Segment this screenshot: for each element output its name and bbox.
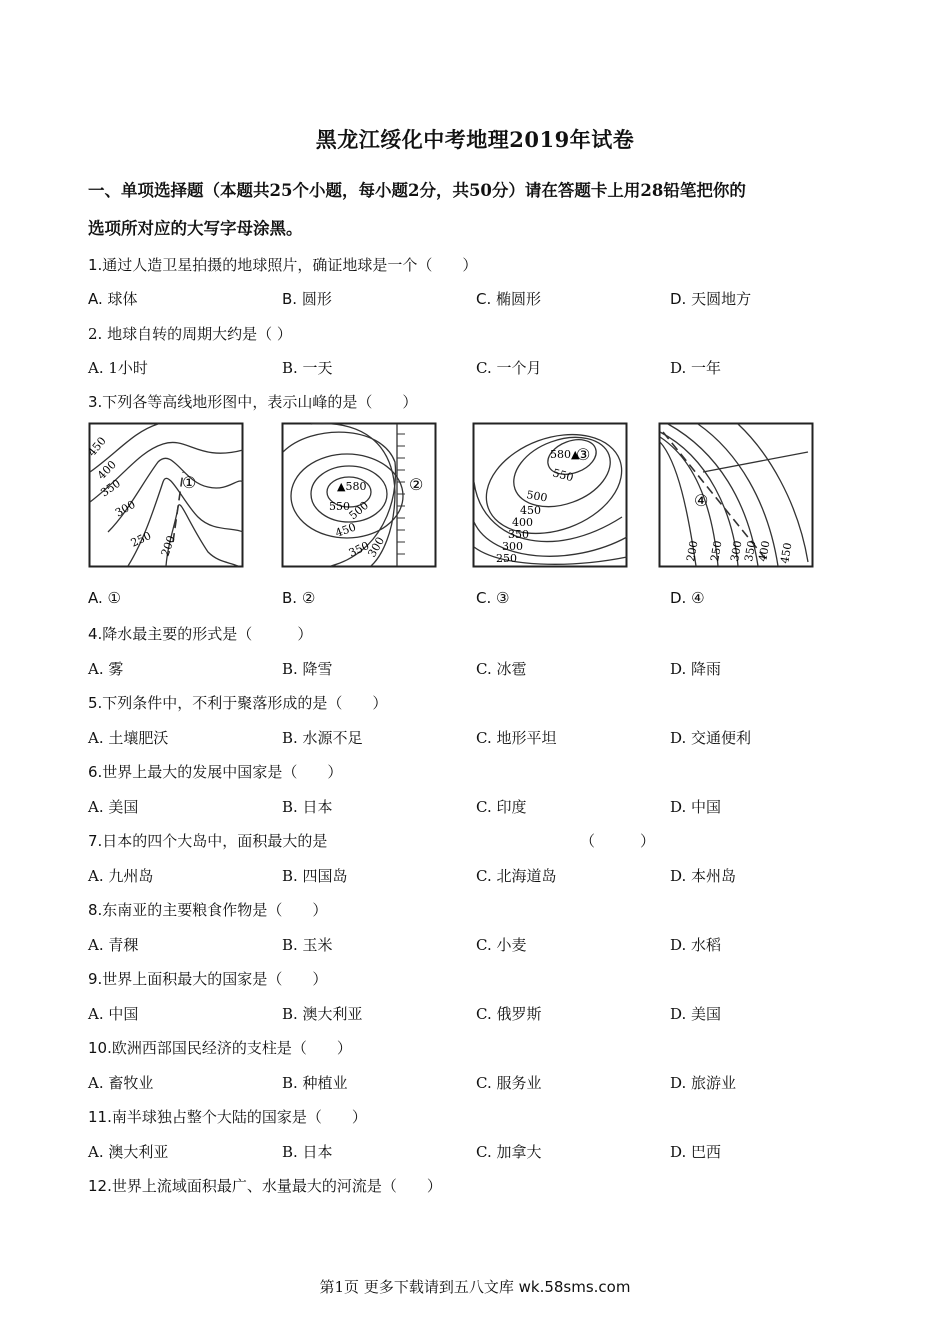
question-1-stem: 1.通过人造卫星拍摄的地球照片，确证地球是一个（ ） (88, 256, 478, 274)
q3-option-a[interactable]: A. ① (88, 589, 121, 607)
m3-label: 550 (551, 466, 575, 485)
q9-option-d[interactable]: D. 美国 (670, 1005, 722, 1023)
contour-map-4 (658, 422, 814, 568)
q10-option-b[interactable]: B. 种植业 (282, 1074, 348, 1092)
question-5-stem: 5.下列条件中，不利于聚落形成的是（ ） (88, 694, 388, 712)
q2-option-d[interactable]: D. 一年 (670, 359, 722, 377)
question-3-stem: 3.下列各等高线地形图中，表示山峰的是（ ） (88, 393, 418, 411)
q11-option-d[interactable]: D. 巴西 (670, 1143, 722, 1161)
m1-label: 300 (113, 497, 138, 520)
m4-marker: ④ (694, 491, 709, 510)
m4-label: 250 (708, 539, 725, 563)
m3-label: 350 (508, 528, 529, 541)
q1-option-d[interactable]: D. 天圆地方 (670, 290, 752, 308)
m2-label: 550 (329, 500, 350, 513)
m2-label: 500 (346, 498, 372, 523)
m4-label: 450 (778, 541, 795, 565)
m3-label: 450 (520, 504, 541, 517)
m1-label: 350 (98, 476, 123, 500)
m2-label: 450 (333, 520, 358, 540)
q7-option-c[interactable]: C. 北海道岛 (476, 867, 557, 885)
question-7-blank: （ ） (580, 832, 656, 850)
question-9-stem: 9.世界上面积最大的国家是（ ） (88, 970, 328, 988)
m4-label: 200 (684, 539, 701, 563)
m2-label: ▲580 (337, 480, 367, 493)
q10-option-c[interactable]: C. 服务业 (476, 1074, 542, 1092)
question-11-stem: 11.南半球独占整个大陆的国家是（ ） (88, 1108, 367, 1126)
page-title: 黑龙江绥化中考地理2019年试卷 (315, 127, 635, 152)
m1-label: 400 (94, 458, 119, 483)
m4-label: 300 (728, 539, 745, 563)
q2-option-a[interactable]: A. 1小时 (88, 359, 148, 377)
m4-label: 400 (756, 539, 773, 563)
q8-option-a[interactable]: A. 青稞 (88, 936, 139, 954)
q6-option-c[interactable]: C. 印度 (476, 798, 527, 816)
contour-map-1 (85, 422, 244, 568)
m1-label: 250 (128, 529, 154, 550)
section-instruction-line1: 一、单项选择题（本题共25个小题，每小题2分，共50分）请在答题卡上用28铅笔把你的 (88, 181, 746, 200)
m3-label: 250 (496, 552, 517, 565)
q1-option-b[interactable]: B. 圆形 (282, 290, 332, 308)
m2-label: 300 (365, 534, 388, 560)
q4-option-d[interactable]: D. 降雨 (670, 660, 722, 678)
q1-option-c[interactable]: C. 椭圆形 (476, 290, 542, 308)
q6-option-d[interactable]: D. 中国 (670, 798, 722, 816)
contour-map-3 (472, 422, 628, 568)
question-4-stem: 4.降水最主要的形式是（ ） (88, 625, 313, 643)
q5-option-c[interactable]: C. 地形平坦 (476, 729, 557, 747)
question-2-stem: 2. 地球自转的周期大约是（ ） (88, 325, 292, 343)
m3-label: 500 (525, 488, 549, 505)
footer-text: 第1页 更多下载请到五八文库 (319, 1278, 519, 1296)
q9-option-c[interactable]: C. 俄罗斯 (476, 1005, 542, 1023)
q11-option-a[interactable]: A. 澳大利亚 (88, 1143, 169, 1161)
page-footer (0, 1276, 950, 1297)
q4-option-c[interactable]: C. 冰雹 (476, 660, 527, 678)
contour-map-2 (281, 422, 437, 568)
q7-option-a[interactable]: A. 九州岛 (88, 867, 154, 885)
q4-option-a[interactable]: A. 雾 (88, 660, 124, 678)
q7-option-b[interactable]: B. 四国岛 (282, 867, 348, 885)
footer-site-link[interactable]: wk.58sms.com (518, 1278, 631, 1296)
q8-option-b[interactable]: B. 玉米 (282, 936, 333, 954)
q3-option-b[interactable]: B. ② (282, 589, 316, 607)
question-6-stem: 6.世界上最大的发展中国家是（ ） (88, 763, 343, 781)
q6-option-b[interactable]: B. 日本 (282, 798, 333, 816)
m3-label: 580▲ (550, 448, 580, 461)
q1-option-a[interactable]: A. 球体 (88, 290, 138, 308)
m1-label: 450 (85, 434, 109, 459)
q5-option-b[interactable]: B. 水源不足 (282, 729, 363, 747)
section-instruction-line2: 选项所对应的大写字母涂黑。 (88, 219, 303, 238)
question-7-stem: 7.日本的四个大岛中，面积最大的是 (88, 832, 328, 850)
m3-label: 300 (502, 540, 523, 553)
q9-option-b[interactable]: B. 澳大利亚 (282, 1005, 363, 1023)
question-12-stem: 12.世界上流域面积最广、水量最大的河流是（ ） (88, 1177, 442, 1195)
m3-label: 400 (512, 516, 533, 529)
m4-label: 350 (742, 539, 759, 563)
q3-option-d[interactable]: D. ④ (670, 589, 705, 607)
q10-option-d[interactable]: D. 旅游业 (670, 1074, 737, 1092)
q10-option-a[interactable]: A. 畜牧业 (88, 1074, 154, 1092)
q2-option-c[interactable]: C. 一个月 (476, 359, 542, 377)
q3-option-c[interactable]: C. ③ (476, 589, 510, 607)
q8-option-c[interactable]: C. 小麦 (476, 936, 527, 954)
m1-marker: ① (182, 473, 197, 492)
m3-marker: ③ (576, 445, 591, 464)
q6-option-a[interactable]: A. 美国 (88, 798, 139, 816)
q11-option-b[interactable]: B. 日本 (282, 1143, 333, 1161)
q4-option-b[interactable]: B. 降雪 (282, 660, 333, 678)
m1-label: 200 (158, 533, 179, 559)
q5-option-a[interactable]: A. 土壤肥沃 (88, 729, 169, 747)
m2-marker: ② (409, 475, 424, 494)
question-10-stem: 10.欧洲西部国民经济的支柱是（ ） (88, 1039, 352, 1057)
q2-option-b[interactable]: B. 一天 (282, 359, 333, 377)
question-8-stem: 8.东南亚的主要粮食作物是（ ） (88, 901, 328, 919)
q11-option-c[interactable]: C. 加拿大 (476, 1143, 542, 1161)
q9-option-a[interactable]: A. 中国 (88, 1005, 139, 1023)
m2-label: 350 (346, 539, 372, 560)
q8-option-d[interactable]: D. 水稻 (670, 936, 722, 954)
q7-option-d[interactable]: D. 本州岛 (670, 867, 737, 885)
q5-option-d[interactable]: D. 交通便利 (670, 729, 752, 747)
